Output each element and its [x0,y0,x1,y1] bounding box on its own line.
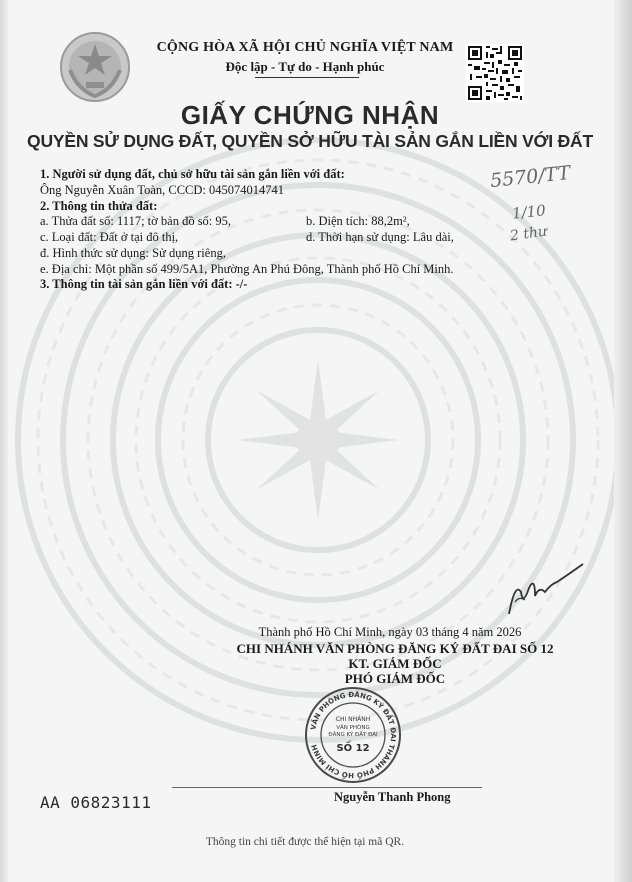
usage-form: đ. Hình thức sử dụng: Sử dụng riêng, [40,246,226,260]
handwritten-note-3: 2 thư [509,223,548,245]
issuing-office: CHI NHÁNH VĂN PHÒNG ĐĂNG KÝ ĐẤT ĐAI SỐ 12 [236,641,554,656]
deputy-director: PHÓ GIÁM ĐỐC [344,671,446,686]
certificate-title: GIẤY CHỨNG NHẬN [180,100,440,130]
serial-separator-line [172,787,482,788]
qr-code-icon [466,44,524,102]
official-seal-icon [303,685,403,785]
seal-center-mid1: VĂN PHÒNG [336,725,370,731]
seal-center-mid2: ĐĂNG KÝ ĐẤT ĐAI [328,732,378,738]
section1-heading: 1. Người sử dụng đất, chủ sở hữu tài sản gắn liền với đất: [40,167,345,181]
owner-line: Ông Nguyễn Xuân Toàn, CCCD: 045074014741 [40,183,285,197]
motto-underline [255,77,359,78]
serial-number: AA 06823111 [40,793,152,812]
land-type: c. Loại đất: Đất ở tại đô thị, [40,230,179,244]
parcel-address: e. Địa chỉ: Một phần số 499/5A1, Phường An Phú Đông, Thành phố Hồ Chí Minh. [40,262,454,276]
signature-icon [505,562,585,618]
qr-footer-note: Thông tin chi tiết được thể hiện tại mã QR. [205,836,405,848]
land-use-term: d. Thời hạn sử dụng: Lâu dài, [306,230,454,244]
handwritten-note-1: 5570/TT [489,161,572,193]
section3-heading: 3. Thông tin tài sản gắn liền với đất: -/- [40,277,248,291]
certificate-subtitle: QUYỀN SỬ DỤNG ĐẤT, QUYỀN SỞ HỮU TÀI SẢN GẮN LIỀN VỚI ĐẤT [27,131,593,151]
seal-center-number: SỐ 12 [336,743,370,754]
signer-name: Nguyễn Thanh Phong [334,790,451,804]
section2-heading: 2. Thông tin thửa đất: [40,199,158,213]
handwritten-note-2: 1/10 [511,201,547,223]
country-name: CỘNG HÒA XÃ HỘI CHỦ NGHĨA VIỆT NAM [156,40,454,55]
national-motto: Độc lập - Tự do - Hạnh phúc [225,59,385,74]
date-line: Thành phố Hồ Chí Minh, ngày 03 tháng 4 năm 2026 [258,625,522,639]
seal-center-top: CHI NHÁNH [335,716,371,723]
national-emblem-icon [58,30,132,104]
seal-ring-text: VĂN PHÒNG ĐĂNG KÝ ĐẤT ĐAI THÀNH PHỐ HỒ CHÍ MINH [309,690,398,780]
kt-director: KT. GIÁM ĐỐC [348,656,442,671]
parcel-number: a. Thửa đất số: 1117; tờ bản đồ số: 95, [40,214,232,228]
parcel-area: b. Diện tích: 88,2m², [306,214,410,228]
